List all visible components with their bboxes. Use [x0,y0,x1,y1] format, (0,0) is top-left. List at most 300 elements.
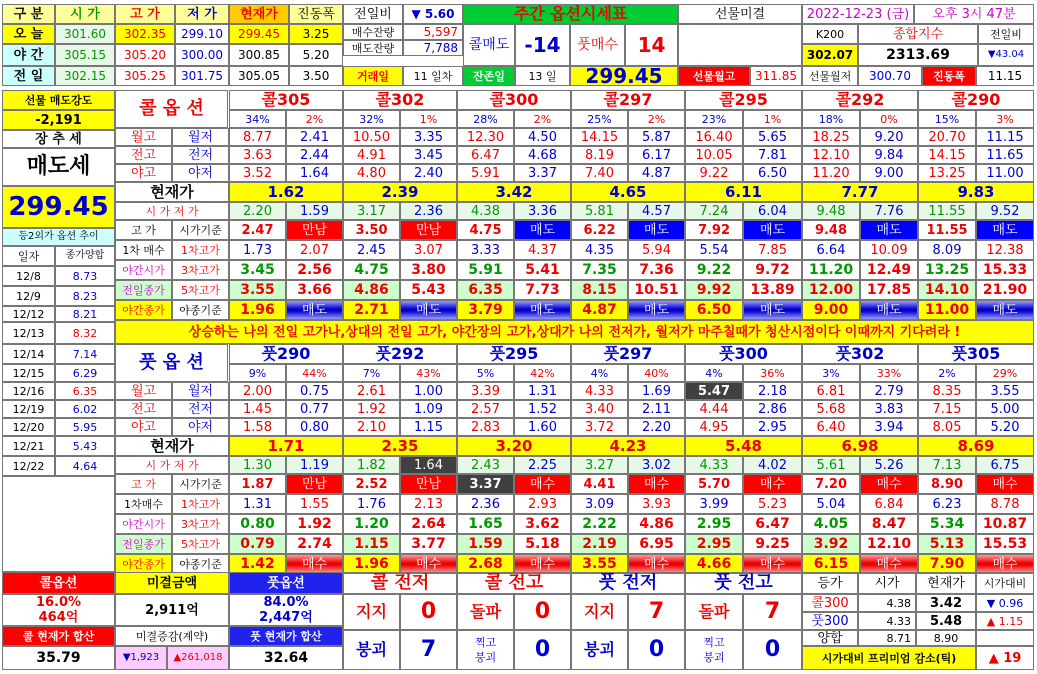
cj-bung-label: 붕괴 [343,630,400,670]
eq-chg-label: 시가대비 [976,572,1034,594]
history-date: 12/19 [2,400,55,418]
cha5-high: 10.51 [628,280,685,300]
month-high: 2.61 [343,382,400,400]
eq-siga-label: 시가 [858,572,916,594]
cha5-high: 21.90 [976,280,1034,300]
low: 1.19 [286,456,343,474]
row-jin: 5.20 [289,44,343,66]
cha3-high: 12.49 [860,260,918,280]
trade-day-label: 거래일 [343,66,403,86]
label-cha3: 3차고가 [172,260,229,280]
pg-dolpa: 7 [743,594,802,630]
month-low: 3.35 [400,128,457,146]
night-low: 9.00 [860,164,918,182]
cha3-high: 3.80 [400,260,457,280]
call-sell-label: 콜매도 [463,24,515,66]
signal: 만남 [400,474,457,494]
night-low: 0.80 [286,418,343,436]
low: 9.52 [976,202,1034,220]
night-high: 6.40 [802,418,860,436]
prev-close: 14.10 [918,280,976,300]
buy1: 4.35 [571,240,628,260]
prev-close: 9.92 [685,280,743,300]
hdr-change: ▼ 5.60 [403,4,463,24]
open: 3.27 [571,456,628,474]
row-label: 야 간 [2,44,55,66]
buy1-high: 2.13 [400,494,457,514]
row-goga: 305.20 [115,44,175,66]
night-close: 2.71 [343,300,400,320]
night-low: 1.60 [514,418,571,436]
signal: 매도 [860,220,918,240]
buy1-high: 8.78 [976,494,1034,514]
label-wolj: 월저 [172,382,229,400]
strike-pct2: 1% [400,110,457,128]
bot-put-pct: 84.0% [229,594,343,610]
buy1-high: 1.55 [286,494,343,514]
night-signal: 매도 [860,300,918,320]
hdr-hyeonjaega: 현재가 [229,4,289,24]
night-signal: 매수 [286,554,343,574]
label-jeonj: 전저 [172,146,229,164]
buy1-high: 5.94 [628,240,685,260]
prev-close: 3.55 [229,280,286,300]
cha5-high: 3.77 [400,534,457,554]
bot-call-sum-label: 콜 현재가 합산 [2,626,115,646]
label-yaj: 야저 [172,418,229,436]
cha3-high: 1.92 [286,514,343,534]
history-date: 12/20 [2,418,55,436]
buy1: 3.99 [685,494,743,514]
night-close: 1.42 [229,554,286,574]
label-goga: 고 가 [115,220,172,240]
signal: 매수 [860,474,918,494]
strike-pct2: 33% [860,364,918,382]
strike-pct1: 23% [685,110,743,128]
prev-close: 1.59 [457,534,514,554]
night-low: 6.50 [743,164,802,182]
signal: 매도 [628,220,685,240]
prev-high: 6.47 [457,146,514,164]
prev-close: 12.00 [802,280,860,300]
month-high: 16.40 [685,128,743,146]
buy1-high: 6.84 [860,494,918,514]
buy-balance-label: 매수잔량 [343,24,403,40]
high: 4.75 [457,220,514,240]
row-siga: 305.15 [55,44,115,66]
bot-unsettled-label: 미결금액 [115,572,229,594]
buy1-high: 12.38 [976,240,1034,260]
sell-balance: 7,788 [403,40,463,56]
low: 5.26 [860,456,918,474]
night-signal: 매도 [400,300,457,320]
strike-name: 콜302 [343,90,457,110]
buy1: 3.33 [457,240,514,260]
cha5-high: 2.74 [286,534,343,554]
month-high: 20.70 [918,128,976,146]
signal: 매수 [743,474,802,494]
high: 1.87 [229,474,286,494]
bot-put-sum-label: 풋 현재가 합산 [229,626,343,646]
prev-low: 4.68 [514,146,571,164]
current: 9.83 [918,182,1034,202]
history-value: 5.95 [55,418,115,436]
buy1: 3.09 [571,494,628,514]
history-value: 7.14 [55,344,115,364]
low: 3.36 [514,202,571,220]
night-close: 9.00 [802,300,860,320]
history-date: 12/8 [2,266,55,286]
label-yaganisiga: 야간시가 [115,260,172,280]
high: 2.47 [229,220,286,240]
label-wol: 월고 [115,382,172,400]
eq-call: 콜300 [802,594,858,612]
night-close: 7.90 [918,554,976,574]
night-low: 11.00 [976,164,1034,182]
banner: 상승하는 나의 전일 고가나,상대의 전일 고가, 야간장의 고가,상대가 나의 전저가, 월저가 마주칠때가 청산시점이다 이때까지 기다려라 ! [115,320,1034,344]
bot-put-amt: 2,447억 [229,610,343,626]
night-low: 3.94 [860,418,918,436]
strike-pct2: 3% [976,110,1034,128]
prev-high: 14.15 [918,146,976,164]
future-price: 299.45 [570,66,678,86]
cha3-high: 10.87 [976,514,1034,534]
buy1-high: 3.93 [628,494,685,514]
current: 3.20 [457,436,571,456]
month-low: 1.31 [514,382,571,400]
row-siga: 302.15 [55,66,115,86]
strike-pct2: 43% [400,364,457,382]
remain: 13 일 [515,66,570,86]
night-signal: 매도 [976,300,1034,320]
bot-call-amt: 464억 [2,610,115,626]
month-high: 8.77 [229,128,286,146]
month-low: 4.50 [514,128,571,146]
row-jin: 3.25 [289,24,343,44]
hdr-futures-unsettled: 선물미결 [678,4,802,24]
buy1-high: 10.09 [860,240,918,260]
buy1-high: 3.07 [400,240,457,260]
prev-low: 1.52 [514,400,571,418]
prev-high: 12.10 [802,146,860,164]
prev: ▼43.04 [978,44,1034,66]
high: 4.41 [571,474,628,494]
buy1-high: 2.93 [514,494,571,514]
strike-pct2: 2% [514,110,571,128]
month-high: 18.25 [802,128,860,146]
bot-unsettled: 2,911억 [115,594,229,626]
cha5-high: 12.10 [860,534,918,554]
cg-bunggoe: 붕괴 [474,651,497,664]
prev-low: 6.17 [628,146,685,164]
row-jeoga: 300.00 [175,44,229,66]
history-date: 12/21 [2,436,55,456]
label-yaj: 야저 [172,164,229,182]
cha5-high: 3.66 [286,280,343,300]
strike-name: 풋300 [685,344,802,364]
strike-pct2: 40% [628,364,685,382]
pg-jjikgo: 찍고 [703,636,725,649]
night-signal: 매수 [514,554,571,574]
open: 4.33 [685,456,743,474]
fut-low-label: 선물월저 [802,66,858,86]
prev-high: 5.68 [802,400,860,418]
sum-hyeon: 8.90 [916,630,976,646]
cha5-high: 5.43 [400,280,457,300]
prev-low: 9.84 [860,146,918,164]
open: 11.55 [918,202,976,220]
row-label: 전 일 [2,66,55,86]
pg-bung-label [685,630,743,670]
premium: ▲ 19 [976,646,1034,670]
night-low: 1.15 [400,418,457,436]
night-high: 1.58 [229,418,286,436]
night-low: 4.87 [628,164,685,182]
buy1: 5.54 [685,240,743,260]
month-high: 12.30 [457,128,514,146]
open: 7.13 [918,456,976,474]
cj-jiji: 0 [400,594,457,630]
prev-low: 11.65 [976,146,1034,164]
prev-low: 7.81 [743,146,802,164]
prev-close: 3.92 [802,534,860,554]
hdr-date: 2022-12-23 (금) [802,4,914,24]
night-signal: 매도 [286,300,343,320]
history-value: 6.02 [55,400,115,418]
prev-high: 10.05 [685,146,743,164]
strike-name: 풋290 [229,344,343,364]
night-open: 4.75 [343,260,400,280]
label-cha1: 1차 매수 [115,240,172,260]
eq-call-hyeon: 3.42 [916,594,976,612]
strike-name: 콜297 [571,90,685,110]
strike-name: 콜305 [229,90,343,110]
night-high: 7.40 [571,164,628,182]
night-signal: 매수 [743,554,802,574]
pg-dolpa-label: 돌파 [685,594,743,630]
strike-pct1: 2% [918,364,976,382]
buy1: 1.76 [343,494,400,514]
current: 7.77 [802,182,918,202]
label-jeonj: 전저 [172,400,229,418]
cha3-high: 4.86 [628,514,685,534]
put-jeongo-title: 풋 전고 [685,572,802,594]
signal: 만남 [286,474,343,494]
month-low: 11.15 [976,128,1034,146]
eq-put: 풋300 [802,612,858,630]
row-jeoga: 299.10 [175,24,229,44]
cha5-high: 15.53 [976,534,1034,554]
label-sigagijun: 시가기준 [172,474,229,494]
strike-pct2: 2% [628,110,685,128]
cha3-high: 2.56 [286,260,343,280]
night-high: 11.20 [802,164,860,182]
bot-put-label: 풋옵션 [229,572,343,594]
open: 2.43 [457,456,514,474]
row-hyeon: 305.05 [229,66,289,86]
night-open: 9.22 [685,260,743,280]
call-jeongo-title: 콜 전고 [457,572,571,594]
high: 3.50 [343,220,400,240]
night-high: 3.72 [571,418,628,436]
cj-bung: 7 [400,630,457,670]
row-jeoga: 301.75 [175,66,229,86]
strike-pct1: 5% [457,364,514,382]
history-date: 12/13 [2,322,55,344]
low: 4.02 [743,456,802,474]
strike-pct1: 4% [685,364,743,382]
cha3-high: 6.47 [743,514,802,534]
put-buy: 14 [625,24,678,66]
strike-pct2: 29% [976,364,1034,382]
label-sigagijun: 시가기준 [172,220,229,240]
low: 7.76 [860,202,918,220]
bot-call-pct: 16.0% [2,594,115,610]
k200-value: 302.07 [802,44,858,66]
month-high: 2.00 [229,382,286,400]
fut-high-label: 선물월고 [678,66,750,86]
night-close: 1.96 [343,554,400,574]
history-date: 12/9 [2,286,55,306]
signal: 매도 [514,220,571,240]
month-low: 2.18 [743,382,802,400]
row-hyeon: 299.45 [229,24,289,44]
trade-day: 11 일차 [403,66,463,86]
cha5-high: 13.89 [743,280,802,300]
bot-uc-label: 미결증감(계약) [115,626,229,646]
cha5-high: 5.18 [514,534,571,554]
label-goga: 고 가 [115,474,172,494]
strength: -2,191 [2,110,115,130]
pg-bung: 0 [743,630,802,670]
night-signal: 매도 [514,300,571,320]
sum-empty [976,630,1034,646]
high: 11.55 [918,220,976,240]
prev-close: 5.13 [918,534,976,554]
cg-dolpa-label: 돌파 [457,594,514,630]
night-high: 9.22 [685,164,743,182]
high: 6.22 [571,220,628,240]
strike-pct1: 34% [229,110,286,128]
label-yaganisiga: 야간시가 [115,514,172,534]
strike-pct2: 0% [860,110,918,128]
prev-low: 0.77 [286,400,343,418]
row-hyeon: 300.85 [229,44,289,66]
buy1: 1.73 [229,240,286,260]
month-high: 3.39 [457,382,514,400]
night-open: 13.25 [918,260,976,280]
prev-low: 2.86 [743,400,802,418]
bot-uc1: ▼1,923 [115,646,167,670]
cha3-high: 9.72 [743,260,802,280]
buy1-high: 4.37 [514,240,571,260]
night-close: 3.79 [457,300,514,320]
label-yajonggijun: 야종기준 [172,554,229,574]
night-open: 11.20 [802,260,860,280]
premium-label: 시가대비 프리미엄 감소(틱) [802,646,976,670]
strike-name: 콜300 [457,90,571,110]
night-high: 2.83 [457,418,514,436]
bot-call-label: 콜옵션 [2,572,115,594]
buy1-high: 2.07 [286,240,343,260]
strike-pct1: 3% [802,364,860,382]
night-high: 13.25 [918,164,976,182]
current: 4.65 [571,182,685,202]
buy1: 6.23 [918,494,976,514]
label-jeonil: 전일종가 [115,280,172,300]
high: 7.20 [802,474,860,494]
night-open: 4.05 [802,514,860,534]
high: 2.52 [343,474,400,494]
label-jeonil: 전일종가 [115,534,172,554]
prev-label: 전일비 [978,24,1034,44]
label-cha5: 5차고가 [172,280,229,300]
night-close: 3.55 [571,554,628,574]
jin: 11.15 [976,66,1034,86]
history-date: 12/15 [2,364,55,382]
prev-low: 5.00 [976,400,1034,418]
fut-low: 300.70 [858,66,922,86]
night-signal: 매수 [628,554,685,574]
prev-high: 8.19 [571,146,628,164]
call-sell: -14 [515,24,570,66]
row-goga: 302.35 [115,24,175,44]
cg-dolpa: 0 [514,594,571,630]
eq-call-chg: ▼ 0.96 [976,594,1034,612]
hdr-jeonilbi: 전일비 [343,4,403,24]
composite: 2313.69 [858,44,978,66]
strike-pct2: 2% [286,110,343,128]
prev-high: 1.92 [343,400,400,418]
hdr-jeoga: 저 가 [175,4,229,24]
night-signal: 매수 [860,554,918,574]
night-high: 4.80 [343,164,400,182]
cg-jjikgo: 찍고 [474,636,497,649]
strike-name: 풋302 [802,344,918,364]
night-close: 4.87 [571,300,628,320]
eq-label: 등가 [802,572,858,594]
night-high: 3.52 [229,164,286,182]
eq-put-chg: ▲ 1.15 [976,612,1034,630]
buy1: 6.64 [802,240,860,260]
night-low: 5.20 [976,418,1034,436]
night-low: 2.95 [743,418,802,436]
night-high: 2.10 [343,418,400,436]
month-high: 8.35 [918,382,976,400]
row-label: 오 늘 [2,24,55,44]
strike-name: 풋292 [343,344,457,364]
hdr-time: 오후 3시 47분 [914,4,1034,24]
strike-pct1: 4% [571,364,628,382]
night-signal: 매수 [976,554,1034,574]
hdr-goga: 고 가 [115,4,175,24]
call-title: 콜 옵 션 [115,90,228,128]
label-yajonggijun: 야종기준 [172,300,229,320]
history-value: 8.32 [55,322,115,344]
put-title: 풋 옵 션 [115,344,228,382]
high: 8.90 [918,474,976,494]
night-low: 3.37 [514,164,571,182]
label-ya: 야고 [115,418,172,436]
prev-high: 2.57 [457,400,514,418]
cj-jiji-label: 지지 [343,594,400,630]
strike-name: 콜295 [685,90,802,110]
prev-high: 4.91 [343,146,400,164]
eq-put-hyeon: 5.48 [916,612,976,630]
strength-label: 선물 매도강도 [2,90,115,110]
night-close: 6.15 [802,554,860,574]
prev-close: 6.35 [457,280,514,300]
